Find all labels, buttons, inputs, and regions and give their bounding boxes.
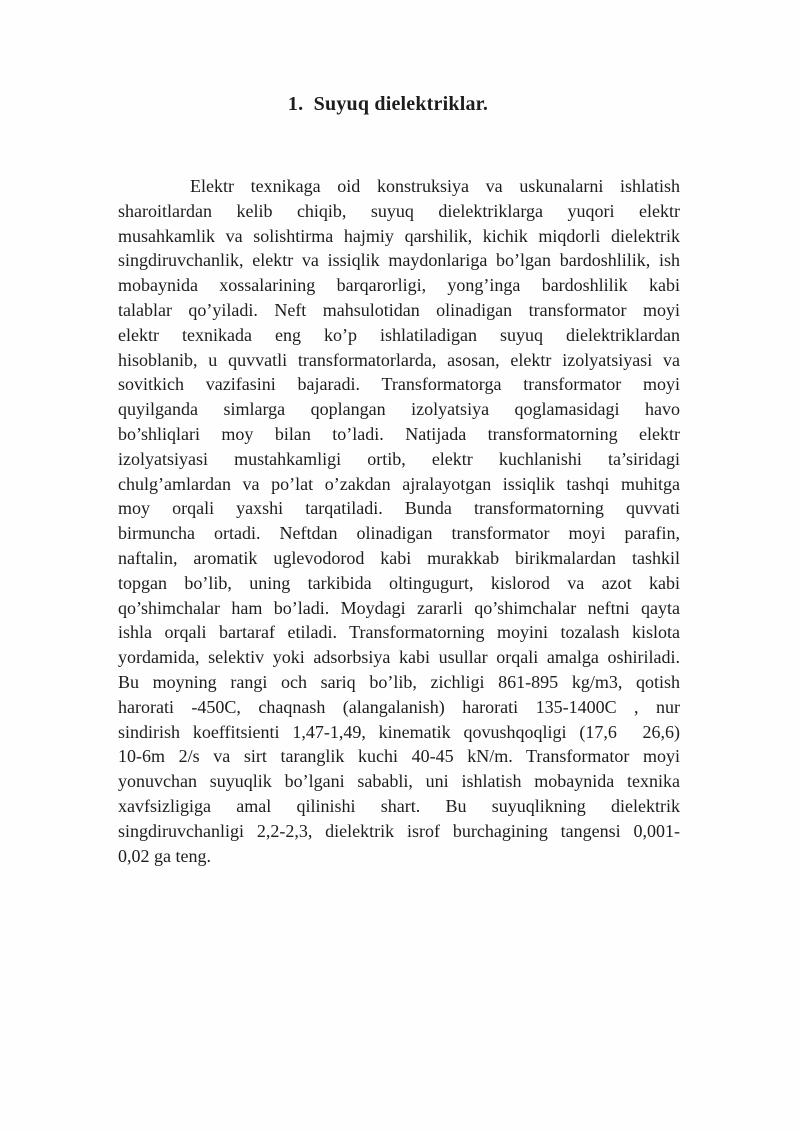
- text-line: mobaynida xossalarining barqarorligi, yong’inga bardoshlilik kabi: [118, 275, 680, 296]
- text-line: topgan bo’lib, uning tarkibida oltingugurt, kislorod va azot kabi: [118, 572, 680, 593]
- text-line: moy orqali yaxshi tarqatiladi. Bunda transformatorning quvvati: [118, 498, 680, 519]
- text-line: yordamida, selektiv yoki adsorbsiya kabi usullar orqali amalga oshiriladi.: [118, 647, 680, 668]
- paragraph: [118, 174, 680, 868]
- text-line: 10-6m 2/s va sirt taranglik kuchi 40-45 kN/m. Transformator moyi: [118, 746, 680, 767]
- text-line: harorati -450C, chaqnash (alangalanish) harorati 135-1400C , nur: [118, 696, 680, 717]
- text-line: birmuncha ortadi. Neftdan olinadigan transformator moyi parafin,: [118, 523, 680, 544]
- text-line: sovitkich vazifasini bajaradi. Transformatorga transformator moyi: [118, 374, 680, 395]
- text-line: Bu moyning rangi och sariq bo’lib, zichligi 861-895 kg/m3, qotish: [118, 671, 680, 692]
- text-line: elektr texnikada eng ko’p ishlatiladigan suyuq dielektriklardan: [118, 324, 680, 345]
- text-line: yonuvchan suyuqlik bo’lgani sababli, uni ishlatish mobaynida texnika: [118, 771, 680, 792]
- text-line: qo’shimchalar ham bo’ladi. Moydagi zararli qo’shimchalar neftni qayta: [118, 597, 680, 618]
- text-line: quyilganda simlarga qoplangan izolyatsiya qoglamasidagi havo: [118, 399, 680, 420]
- text-line: singdiruvchanligi 2,2-2,3, dielektrik isrof burchagining tangensi 0,001-: [118, 820, 680, 841]
- text-line: 0,02 ga teng.: [118, 845, 211, 866]
- text-line: sharoitlardan kelib chiqib, suyuq dielektriklarga yuqori elektr: [118, 200, 680, 221]
- text-line: ishla orqali bartaraf etiladi. Transformatorning moyini tozalash kislota: [118, 622, 680, 643]
- text-line: talablar qo’yiladi. Neft mahsulotidan olinadigan transformator moyi: [118, 299, 680, 320]
- text-line: Elektr texnikaga oid konstruksiya va uskunalarni ishlatish: [190, 176, 680, 196]
- text-line: bo’shliqlari moy bilan to’ladi. Natijada transformatorning elektr: [118, 423, 680, 444]
- text-line: xavfsizligiga amal qilinishi shart. Bu suyuqlikning dielektrik: [118, 795, 680, 816]
- text-line: izolyatsiyasi mustahkamligi ortib, elektr kuchlanishi ta’siridagi: [118, 448, 680, 469]
- text-line: hisoblanib, u quvvatli transformatorlarda, asosan, elektr izolyatsiyasi va: [118, 349, 680, 370]
- text-line: naftalin, aromatik uglevodorod kabi murakkab birikmalardan tashkil: [118, 547, 680, 568]
- text-line: musahkamlik va solishtirma hajmiy qarshilik, kichik miqdorli dielektrik: [118, 225, 680, 246]
- text-line: sindirish koeffitsienti 1,47-1,49, kinematik qovushqoqligi (17,6 26,6): [118, 721, 680, 742]
- document-title: 1. Suyuq dielektriklar.: [287, 93, 489, 115]
- text-line: chulg’amlardan va po’lat o’zakdan ajralayotgan issiqlik tashqi muhitga: [118, 473, 680, 494]
- text-line: singdiruvchanlik, elektr va issiqlik maydonlariga bo’lgan bardoshlilik, ish: [118, 250, 680, 271]
